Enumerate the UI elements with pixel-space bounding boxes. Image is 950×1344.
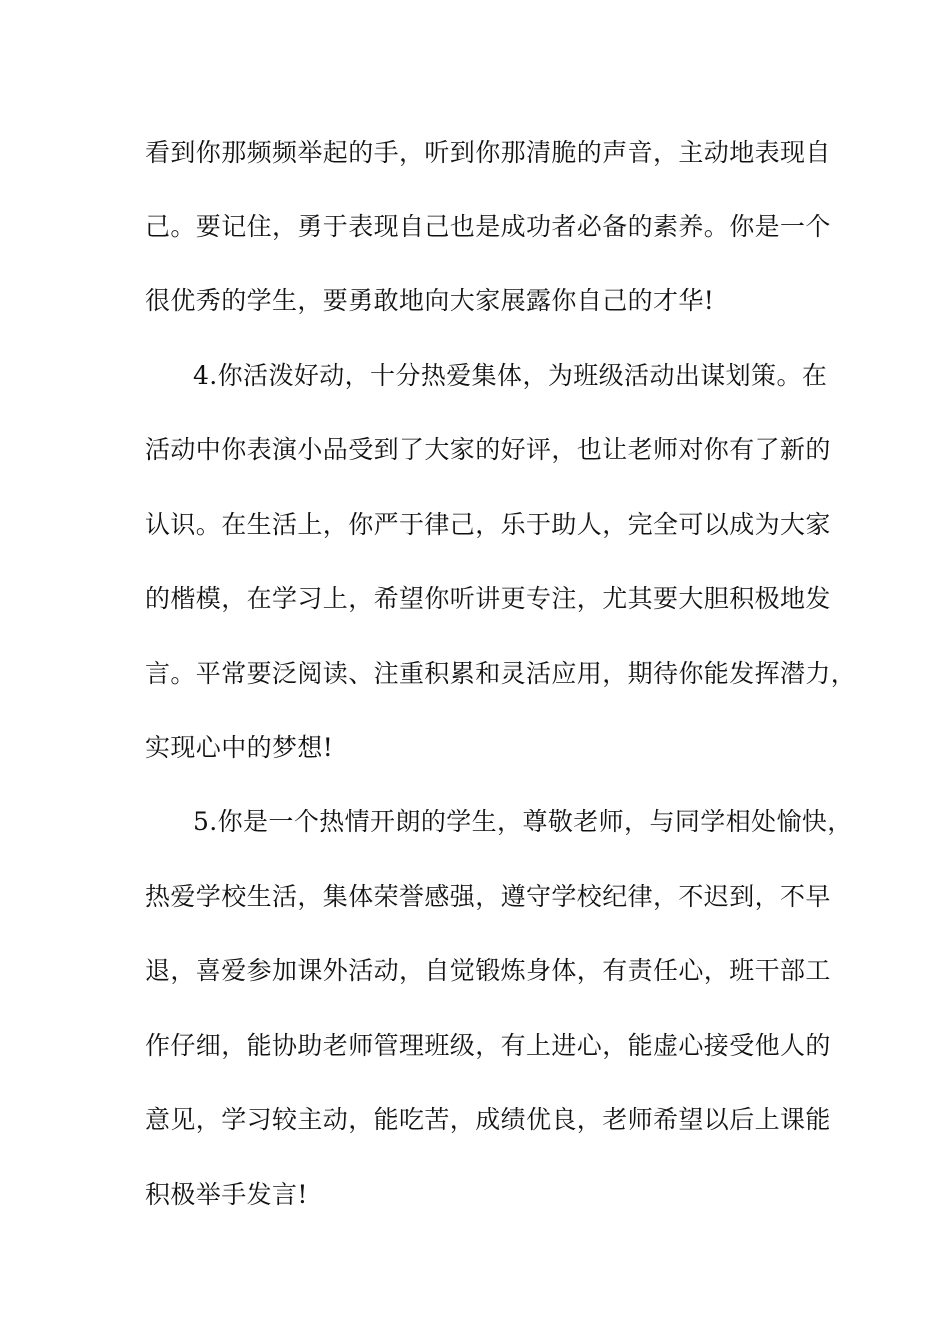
text-line: 作仔细，能协助老师管理班级，有上进心，能虚心接受他人的	[145, 1031, 831, 1060]
text-line: 热爱学校生活，集体荣誉感强，遵守学校纪律，不迟到，不早	[145, 882, 831, 911]
text-line: 活动中你表演小品受到了大家的好评，也让老师对你有了新的	[145, 435, 831, 464]
text-line: 很优秀的学生，要勇敢地向大家展露你自己的才华!	[145, 286, 715, 315]
paragraph-5-start: 5.你是一个热情开朗的学生，尊敬老师，与同学相处愉快，	[193, 807, 853, 836]
text-line: 言。平常要泛阅读、注重积累和灵活应用，期待你能发挥潜力，	[145, 659, 857, 688]
paragraph-4-start: 4.你活泼好动，十分热爱集体，为班级活动出谋划策。在	[193, 361, 828, 390]
text-line: 看到你那频频举起的手，听到你那清脆的声音，主动地表现自	[145, 138, 831, 167]
text-line: 退，喜爱参加课外活动，自觉锻炼身体，有责任心，班干部工	[145, 956, 831, 985]
text-line: 实现心中的梦想!	[145, 733, 334, 762]
text-line: 的楷模，在学习上，希望你听讲更专注，尤其要大胆积极地发	[145, 584, 831, 613]
text-line: 意见，学习较主动，能吃苦，成绩优良，老师希望以后上课能	[145, 1105, 831, 1134]
text-line: 认识。在生活上，你严于律己，乐于助人，完全可以成为大家	[145, 510, 831, 539]
text-line: 积极举手发言!	[145, 1180, 308, 1209]
text-line: 己。要记住，勇于表现自己也是成功者必备的素养。你是一个	[145, 212, 831, 241]
